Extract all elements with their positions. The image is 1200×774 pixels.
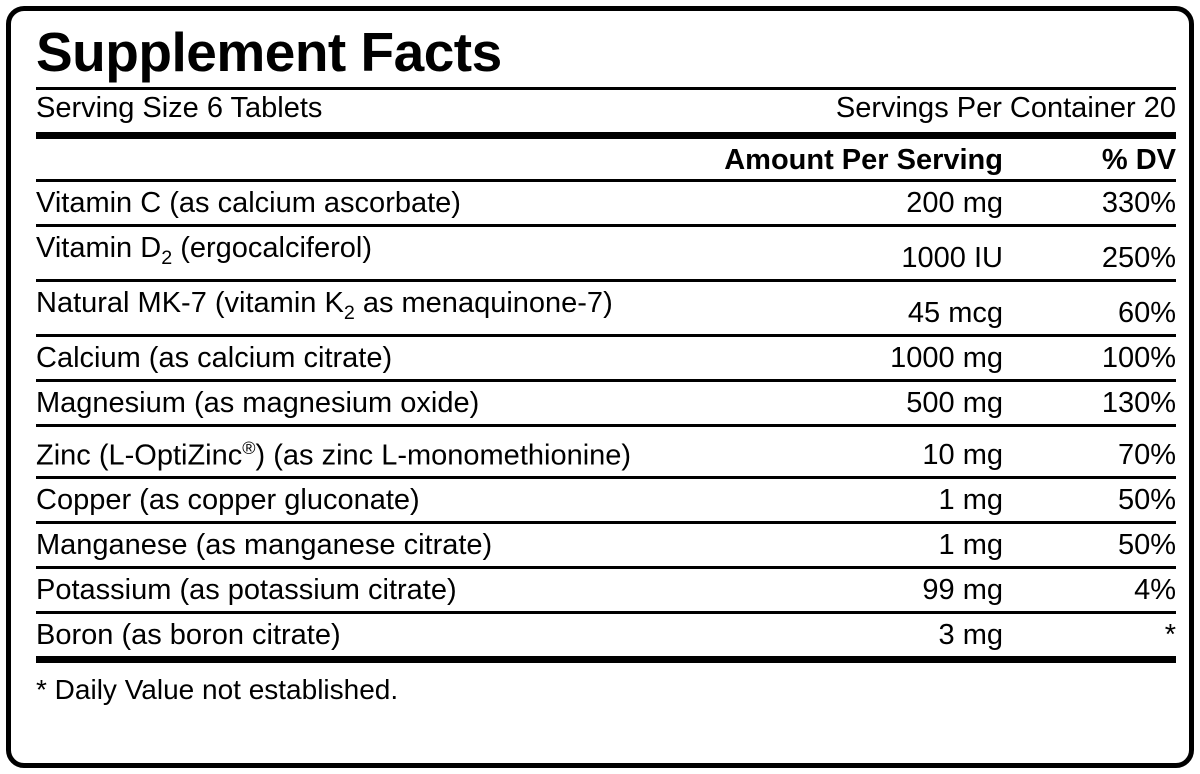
- serving-info-row: [36, 90, 1176, 130]
- nutrient-name: Calcium (as calcium citrate): [36, 335, 656, 380]
- divider-above-table: [36, 132, 1176, 139]
- nutrient-daily-value: 330%: [1011, 181, 1176, 226]
- nutrient-amount: 500 mg: [656, 380, 1011, 425]
- nutrient-amount: 45 mcg: [656, 280, 1011, 335]
- table-row: [36, 181, 1176, 226]
- table-row: [36, 613, 1176, 660]
- nutrient-daily-value: 70%: [1011, 425, 1176, 478]
- nutrient-name: Magnesium (as magnesium oxide): [36, 380, 656, 425]
- nutrient-amount: 3 mg: [656, 613, 1011, 660]
- table-row: [36, 523, 1176, 568]
- table-row: [36, 335, 1176, 380]
- nutrient-name: Natural MK-7 (vitamin $K_2$ as menaquinone-7): [36, 280, 656, 335]
- nutrient-name: Zinc (L-OptiZinc®) (as zinc L-monomethionine): [36, 425, 656, 478]
- table-header-row: [36, 139, 1176, 181]
- column-header-amount: Amount Per Serving: [656, 139, 1011, 181]
- nutrient-amount: 1000 IU: [656, 226, 1011, 281]
- nutrient-name: Manganese (as manganese citrate): [36, 523, 656, 568]
- nutrient-amount: 10 mg: [656, 425, 1011, 478]
- nutrient-daily-value: 250%: [1011, 226, 1176, 281]
- table-row: [36, 478, 1176, 523]
- nutrient-name: Potassium (as potassium citrate): [36, 568, 656, 613]
- nutrient-daily-value: 60%: [1011, 280, 1176, 335]
- nutrient-amount: 99 mg: [656, 568, 1011, 613]
- nutrient-daily-value: 4%: [1011, 568, 1176, 613]
- nutrient-daily-value: *: [1011, 613, 1176, 660]
- serving-size-text: Serving Size 6 Tablets: [36, 92, 323, 124]
- table-row: [36, 568, 1176, 613]
- nutrient-name: Vitamin $D_2$ (ergocalciferol): [36, 226, 656, 281]
- nutrient-amount: 1 mg: [656, 478, 1011, 523]
- table-row: [36, 280, 1176, 335]
- footnote-text: * Daily Value not established.: [36, 674, 399, 706]
- nutrient-amount: 1 mg: [656, 523, 1011, 568]
- nutrient-daily-value: 130%: [1011, 380, 1176, 425]
- servings-per-container-text: Servings Per Container 20: [835, 92, 1176, 124]
- table-row: [36, 380, 1176, 425]
- nutrient-name: Boron (as boron citrate): [36, 613, 656, 660]
- column-header-dv: % DV: [1011, 139, 1176, 181]
- nutrient-name: Copper (as copper gluconate): [36, 478, 656, 523]
- page-title: Supplement Facts: [36, 21, 502, 83]
- table-row: [36, 226, 1176, 281]
- nutrient-name: Vitamin C (as calcium ascorbate): [36, 181, 656, 226]
- table-row: [36, 425, 1176, 478]
- nutrition-table-body: [36, 181, 1176, 660]
- nutrient-daily-value: 50%: [1011, 523, 1176, 568]
- nutrient-amount: 1000 mg: [656, 335, 1011, 380]
- nutrient-daily-value: 100%: [1011, 335, 1176, 380]
- nutrient-amount: 200 mg: [656, 181, 1011, 226]
- nutrient-daily-value: 50%: [1011, 478, 1176, 523]
- column-header-nutrient: [36, 139, 656, 181]
- supplement-facts-panel: [6, 6, 1194, 768]
- label-content: [36, 19, 1176, 707]
- nutrition-table: [36, 139, 1176, 663]
